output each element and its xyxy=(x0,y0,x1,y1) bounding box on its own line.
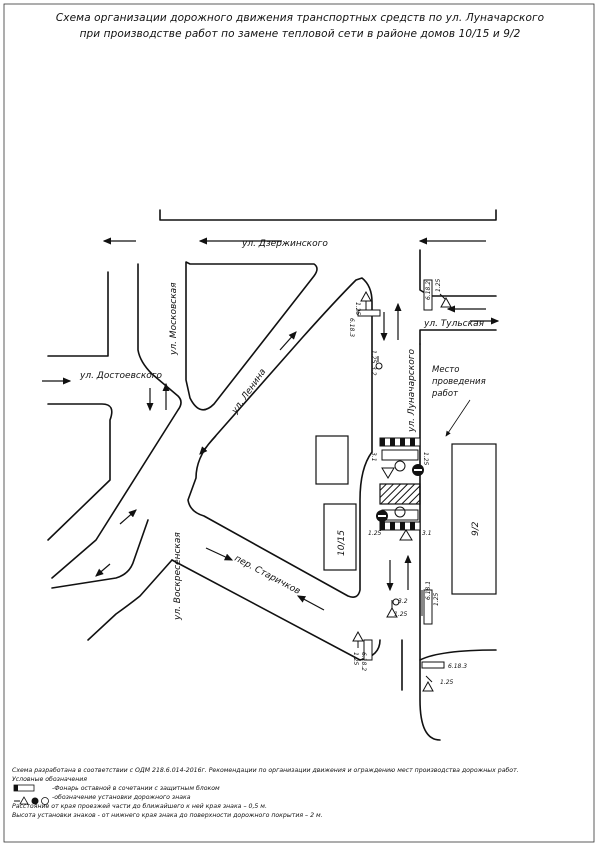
road-edge-lower-right-street xyxy=(420,650,496,660)
diagram-title-line2: при производстве работ по замене тепловой сети в районе домов 10/15 и 9/2 xyxy=(79,28,521,40)
road-edge-lenina-left xyxy=(52,264,181,578)
street-label-dzerzhinskogo: ул. Дзержинского xyxy=(242,239,328,249)
work-site-label-3: работ xyxy=(432,389,458,399)
sign-code-1-25-f: 1.25 xyxy=(394,611,408,618)
street-label-lunacharskogo: ул. Луначарского xyxy=(407,349,417,432)
notes-block xyxy=(12,766,572,820)
street-label-starichkov: пер. Старичков xyxy=(232,553,302,597)
note-line1: Схема разработана в соответствии с ОДМ 218.6.014-2016г. Рекомендации по организации движения и ограждению мест производства дорожных работ. xyxy=(12,767,519,774)
legend-item-lamp: -Фонарь оставной в сочетании с защитным блоком xyxy=(52,785,220,792)
building-9-2 xyxy=(452,444,496,594)
work-site-label-2: проведения xyxy=(432,377,486,387)
note-line2: Условные обозначения xyxy=(12,776,88,783)
sign-code-1-25-c: 1.25 xyxy=(435,278,442,292)
note-line3: Расстояние от края проезжей части до ближайшего к ней края знака – 0,5 м. xyxy=(12,803,267,810)
road-edge-dostoevskogo xyxy=(48,404,112,540)
sign-code-6-18-2-b: 6.18.2 xyxy=(360,652,367,672)
sign-code-3-2-a: 3.2 xyxy=(370,366,377,376)
diagram-title-line1: Схема организации дорожного движения транспортных средств по ул. Луначарского xyxy=(55,12,545,24)
road-edge-dzerzhinskogo-top xyxy=(160,210,496,220)
street-label-tulskaya: ул. Тульская xyxy=(424,319,484,329)
road-edge-tulskaya-bottom xyxy=(420,330,496,344)
sign-code-1-25-d: 1.25 xyxy=(422,452,429,466)
street-label-moskovskaya: ул. Московская xyxy=(169,282,179,355)
road-edge-moskovskaya-left xyxy=(48,272,108,356)
sign-code-1-25-h: 1.25 xyxy=(352,652,359,666)
sign-code-1-25-i: 1.25 xyxy=(440,679,454,686)
lamp-icon-top xyxy=(395,461,405,471)
building-label-9-2: 9/2 xyxy=(471,521,481,536)
work-site-pointer xyxy=(446,400,470,436)
work-zone xyxy=(380,484,420,504)
building-unnamed xyxy=(316,436,348,484)
street-label-lenina: ул. Ленина xyxy=(230,367,269,416)
work-site-label-1: Место xyxy=(432,365,460,375)
sign-code-1-25-e: 1.25 xyxy=(368,530,382,537)
no-entry-sign-icon xyxy=(412,464,424,476)
sign-code-1-25-b: 1.25 xyxy=(370,350,377,364)
road-edge-voskresenskaya-left xyxy=(52,520,148,588)
sign-code-3-1-a: 3.1 xyxy=(370,452,377,462)
no-entry-sign-icon xyxy=(376,510,388,522)
street-label-voskresenskaya: ул. Воскресенская xyxy=(173,532,183,620)
sign-code-6-18-1: 6.18.1 xyxy=(425,580,432,600)
street-label-dostoevskogo: ул. Достоевского xyxy=(80,371,163,381)
note-line4: Высота установки знаков - от нижнего края знака до поверхности дорожного покрытия – 2 м. xyxy=(12,812,323,819)
sign-code-1-25-a: 1.25 xyxy=(354,302,361,316)
sign-code-6-18-2-a: 6.18.2 xyxy=(425,280,432,300)
sign-code-6-18-3-b: 6.18.3 xyxy=(448,663,468,670)
sign-code-3-2-b: 3.2 xyxy=(398,598,408,605)
direction-plate-icons xyxy=(358,280,444,668)
sign-code-3-1-b: 3.1 xyxy=(422,530,432,537)
legend-item-sign: -обозначение установки дорожного знака xyxy=(52,794,191,801)
page-border xyxy=(4,4,594,842)
sign-code-6-18-3-a: 6.18.3 xyxy=(348,318,355,338)
sign-code-1-25-g: 1.25 xyxy=(433,592,440,606)
building-label-10-15: 10/15 xyxy=(337,530,347,556)
